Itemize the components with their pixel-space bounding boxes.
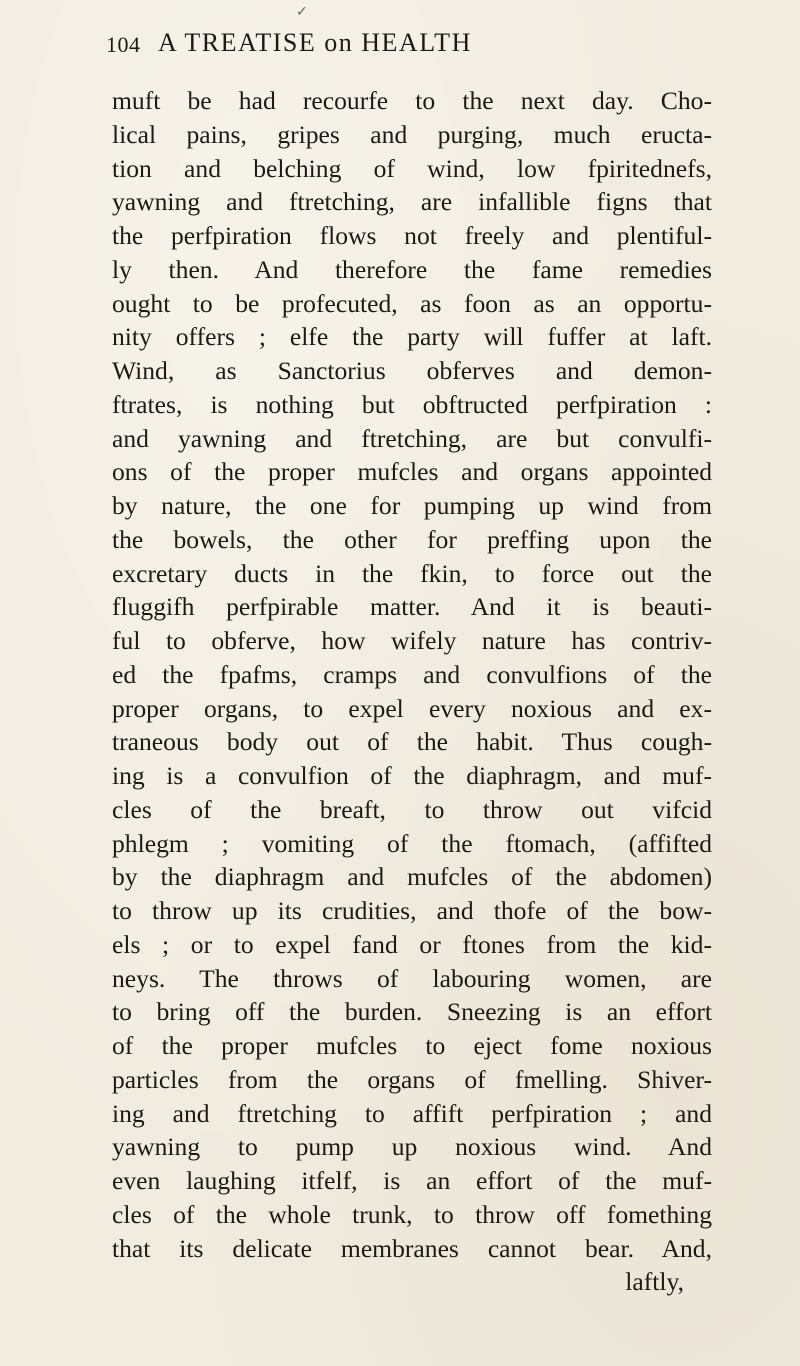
text-line: by nature, the one for pumping up wind from (112, 491, 712, 520)
text-line: the bowels, the other for preffing upon the (112, 524, 712, 554)
text-line: and yawning and ftretching, are but convulfi- (112, 423, 712, 453)
text-line: ftrates, is nothing but obftructed perfpiration : (112, 389, 712, 419)
text-line: cles of the breaft, to throw out vifcid (112, 794, 712, 824)
text-line: ed the fpafms, cramps and convulfions of the (112, 659, 712, 689)
text-line: excretary ducts in the fkin, to force out the (112, 558, 712, 588)
text-line: Wind, as Sanctorius obferves and demon- (112, 356, 712, 385)
text-line: ly then. And therefore the fame remedies (112, 254, 712, 284)
printer-mark: ✓ (296, 5, 308, 20)
text-line: muft be had recourfe to the next day. Cho- (112, 86, 712, 115)
running-head (106, 20, 706, 72)
text-line: ought to be profecuted, as foon as an opportu- (112, 288, 712, 318)
text-line: neys. The throws of labouring women, are (112, 963, 712, 993)
text-line: even laughing itfelf, is an effort of the muf- (112, 1166, 712, 1195)
text-line: ful to obferve, how wifely nature has contriv- (112, 626, 712, 655)
text-line: to bring off the burden. Sneezing is an effort (112, 997, 712, 1027)
text-line: phlegm ; vomiting of the ftomach, (affifted (112, 828, 712, 858)
text-line: particles from the organs of fmelling. Shiver- (112, 1064, 712, 1094)
body-text (112, 84, 712, 1299)
text-line: tion and belching of wind, low fpiritednefs, (112, 153, 712, 183)
text-line: ons of the proper mufcles and organs appointed (112, 457, 712, 487)
text-line: yawning to pump up noxious wind. And (112, 1132, 712, 1162)
text-line: ing is a convulfion of the diaphragm, and muf- (112, 761, 712, 790)
text-line: els ; or to expel fand or ftones from the kid- (112, 929, 712, 959)
text-line: yawning and ftretching, are infallible figns that (112, 187, 712, 217)
catchword: laftly, (625, 1267, 684, 1297)
text-line: of the proper mufcles to eject fome noxious (112, 1031, 712, 1060)
running-title: A TREATISE on HEALTH (158, 28, 472, 57)
page-number: 104 (106, 32, 141, 57)
text-line: by the diaphragm and mufcles of the abdomen) (112, 862, 712, 892)
text-line: cles of the whole trunk, to throw off fomething (112, 1199, 712, 1229)
text-line: traneous body out of the habit. Thus cough- (112, 727, 712, 757)
text-line: nity offers ; elfe the party will fuffer at laft. (112, 322, 712, 352)
text-line: that its delicate membranes cannot bear. And, (112, 1233, 712, 1263)
text-line: to throw up its crudities, and thofe of the bow- (112, 896, 712, 925)
text-line: the perfpiration flows not freely and plentiful- (112, 221, 712, 250)
text-line: proper organs, to expel every noxious and ex- (112, 693, 712, 723)
text-line: ing and ftretching to affift perfpiration ; and (112, 1098, 712, 1128)
text-line: lical pains, gripes and purging, much eructa- (112, 119, 712, 149)
text-line: fluggifh perfpirable matter. And it is beauti- (112, 592, 712, 622)
